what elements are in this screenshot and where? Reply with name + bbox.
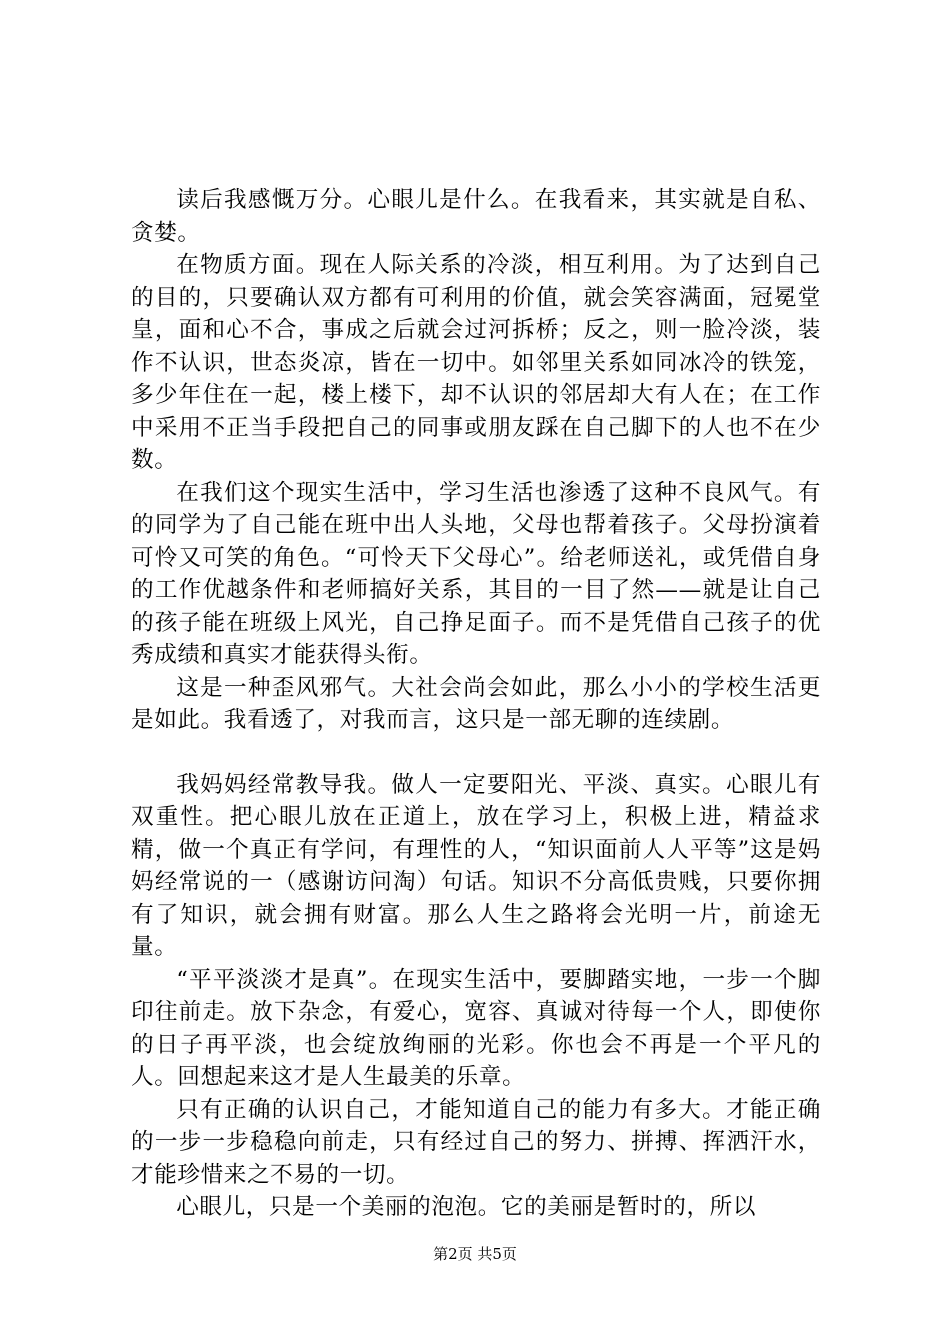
paragraph: 在物质方面。现在人际关系的冷淡，相互利用。为了达到自己的目的，只要确认双方都有可利用的价值，就会笑容满面，冠冕堂皇，面和心不合，事成之后就会过河拆桥；反之，则一脸冷淡，装作不认识，世态炎凉，皆在一切中。如邻里关系如同冰冷的铁笼，多少年住在一起，楼上楼下，却不认识的邻居却大有人在；在工作中采用不正当手段把自己的同事或朋友踩在自己脚下的人也不在少数。 xyxy=(131,252,821,473)
paragraph: 心眼儿，只是一个美丽的泡泡。它的美丽是暂时的，所以 xyxy=(176,1194,757,1220)
paragraph: 我妈妈经常教导我。做人一定要阳光、平淡、真实。心眼儿有双重性。把心眼儿放在正道上，放在学习上，积极上进，精益求精，做一个真正有学问，有理性的人，“知识面前人人平等”这是妈妈经常说的一（感谢访问淘）句话。知识不分高低贵贱，只要你拥有了知识，就会拥有财富。那么人生之路将会光明一片，前途无量。 xyxy=(131,771,821,960)
paragraph: “平平淡淡才是真”。在现实生活中，要脚踏实地，一步一个脚印往前走。放下杂念，有爱心，宽容、真诚对待每一个人，即使你的日子再平淡，也会绽放绚丽的光彩。你也会不再是一个平凡的人。回想起来这才是人生最美的乐章。 xyxy=(131,966,821,1090)
paragraph: 这是一种歪风邪气。大社会尚会如此，那么小小的学校生活更是如此。我看透了，对我而言，这只是一部无聊的连续剧。 xyxy=(131,674,821,733)
paragraph: 读后我感慨万分。心眼儿是什么。在我看来，其实就是自私、贪婪。 xyxy=(131,187,821,246)
document-body xyxy=(131,184,821,1224)
page-number-footer: 第2页 共5页 xyxy=(433,1245,517,1263)
paragraph: 在我们这个现实生活中，学习生活也渗透了这种不良风气。有的同学为了自己能在班中出人头地，父母也帮着孩子。父母扮演着可怜又可笑的角色。“可怜天下父母心”。给老师送礼，或凭借自身的工作优越条件和老师搞好关系，其目的一目了然——就是让自己的孩子能在班级上风光，自己挣足面子。而不是凭借自己孩子的优秀成绩和真实才能获得头衔。 xyxy=(131,479,821,668)
paragraph: 只有正确的认识自己，才能知道自己的能力有多大。才能正确的一步一步稳稳向前走，只有经过自己的努力、拼搏、挥洒汗水，才能珍惜来之不易的一切。 xyxy=(131,1096,821,1188)
